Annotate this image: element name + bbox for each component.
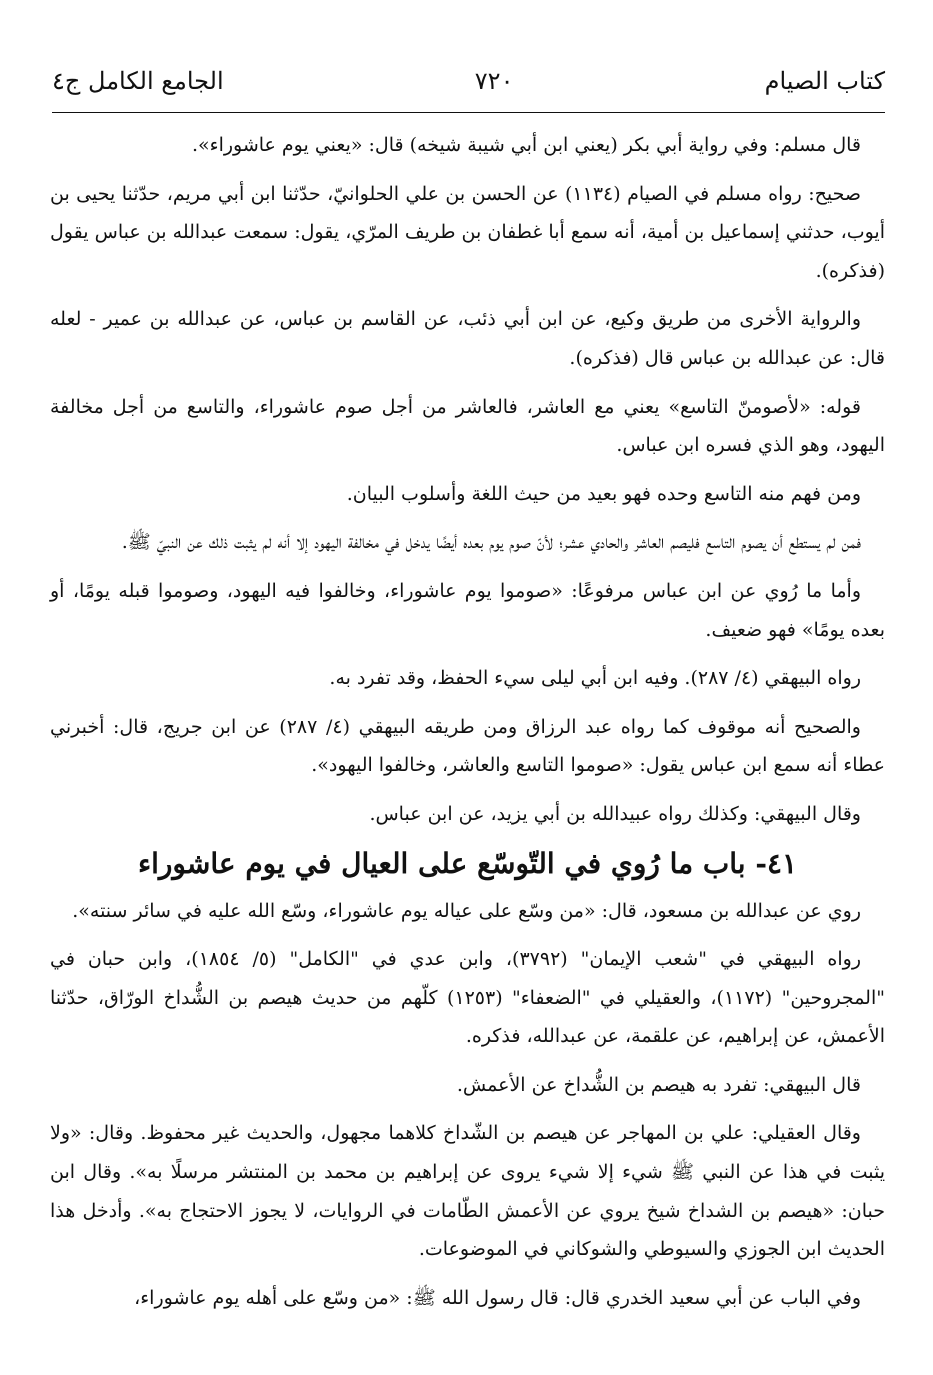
paragraph: صحيح: رواه مسلم في الصيام (١١٣٤) عن الحسن بن علي الحلوانيّ، حدّثنا ابن أبي مريم، حدّثنا يحيى بن أيوب، حدثني إسماعيل بن أمية، أنه سمع أبا غطفان بن طريف المرّي، يقول: سمعت عبدالله بن عباس يقول (فذكره).	[50, 182, 885, 282]
page-number: ٧٢٠	[474, 67, 514, 95]
chapter-heading: ٤١- باب ما رُوي في التّوسّع على العيال في يوم عاشوراء	[137, 846, 798, 880]
paragraph: قوله: «لأصومنّ التاسع» يعني مع العاشر، فالعاشر من أجل صوم عاشوراء، والتاسع من أجل مخالفة اليهود، وهو الذي فسره ابن عباس.	[50, 395, 885, 457]
paragraph: وأما ما رُوي عن ابن عباس مرفوعًا: «صوموا يوم عاشوراء، وخالفوا فيه اليهود، وصوموا قبله يومًا، أو بعده يومًا» فهو ضعيف.	[50, 579, 885, 641]
book-title: كتاب الصيام	[764, 67, 885, 95]
paragraph: وقال العقيلي: علي بن المهاجر عن هيصم بن الشّداخ كلاهما مجهول، والحديث غير محفوظ. وقال: «ولا يثبت في هذا عن النبي ﷺ شيء إلا شيء يروى عن إبراهيم بن محمد بن المنتشر مرسلًا به». وقال ابن حبان: «هيصم بن الشداخ شيخ يروي عن الأعمش الطّامات في الروايات، لا يجوز الاحتجاج به». وأدخل هذا الحديث ابن الجوزي والسيوطي والشوكاني في الموضوعات.	[50, 1122, 885, 1261]
paragraph: والرواية الأخرى من طريق وكيع، عن ابن أبي ذئب، عن القاسم بن عباس، عن عبدالله بن عمير - لعله قال: عن عبدالله بن عباس قال (فذكره).	[50, 308, 885, 369]
paragraph: وقال البيهقي: وكذلك رواه عبيدالله بن أبي يزيد، عن ابن عباس.	[369, 802, 861, 825]
paragraph: فمن لم يستطع أن يصوم التاسع فليصم العاشر والحادي عشر؛ لأنّ صوم يوم بعده أيضًا يدخل في مخالفة اليهود إلا أنه لم يثبت ذلك عن النبيّ ﷺ.	[121, 531, 861, 554]
paragraph: وفي الباب عن أبي سعيد الخدري قال: قال رسول الله ﷺ: «من وسّع على أهله يوم عاشوراء،	[134, 1286, 861, 1309]
paragraph: قال مسلم: وفي رواية أبي بكر (يعني ابن أبي شيبة شيخه) قال: «يعني يوم عاشوراء».	[191, 134, 861, 156]
page-body	[50, 126, 885, 1317]
paragraph: والصحيح أنه موقوف كما رواه عبد الرزاق ومن طريقه البيهقي (٤/ ٢٨٧) عن ابن جريج، قال: أخبرني عطاء أنه سمع ابن عباس يقول: «صوموا التاسع والعاشر، وخالفوا اليهود».	[50, 715, 885, 777]
paragraph: رواه البيهقي (٤/ ٢٨٧). وفيه ابن أبي ليلى سيء الحفظ، وقد تفرد به.	[329, 667, 861, 690]
paragraph: ومن فهم منه التاسع وحده فهو بعيد من حيث اللغة وأسلوب البيان.	[346, 482, 861, 505]
paragraph: روي عن عبدالله بن مسعود، قال: «من وسّع على عياله يوم عاشوراء، وسّع الله عليه في سائر سنته».	[72, 899, 861, 922]
paragraph: رواه البيهقي في "شعب الإيمان" (٣٧٩٢)، وابن عدي في "الكامل" (٥/ ١٨٥٤)، وابن حبان في "المجروحين" (١١٧٢)، والعقيلي في "الضعفاء" (١٢٥٣) كلّهم من حديث هيصم بن الشُّداخ الورّاق، حدّثنا الأعمش، عن إبراهيم، عن علقمة، عن عبدالله، فذكره.	[50, 948, 885, 1048]
collection-title: الجامع الكامل ج٤	[52, 67, 224, 95]
paragraph: قال البيهقي: تفرد به هيصم بن الشُّداخ عن الأعمش.	[456, 1073, 861, 1096]
running-header	[52, 50, 885, 113]
